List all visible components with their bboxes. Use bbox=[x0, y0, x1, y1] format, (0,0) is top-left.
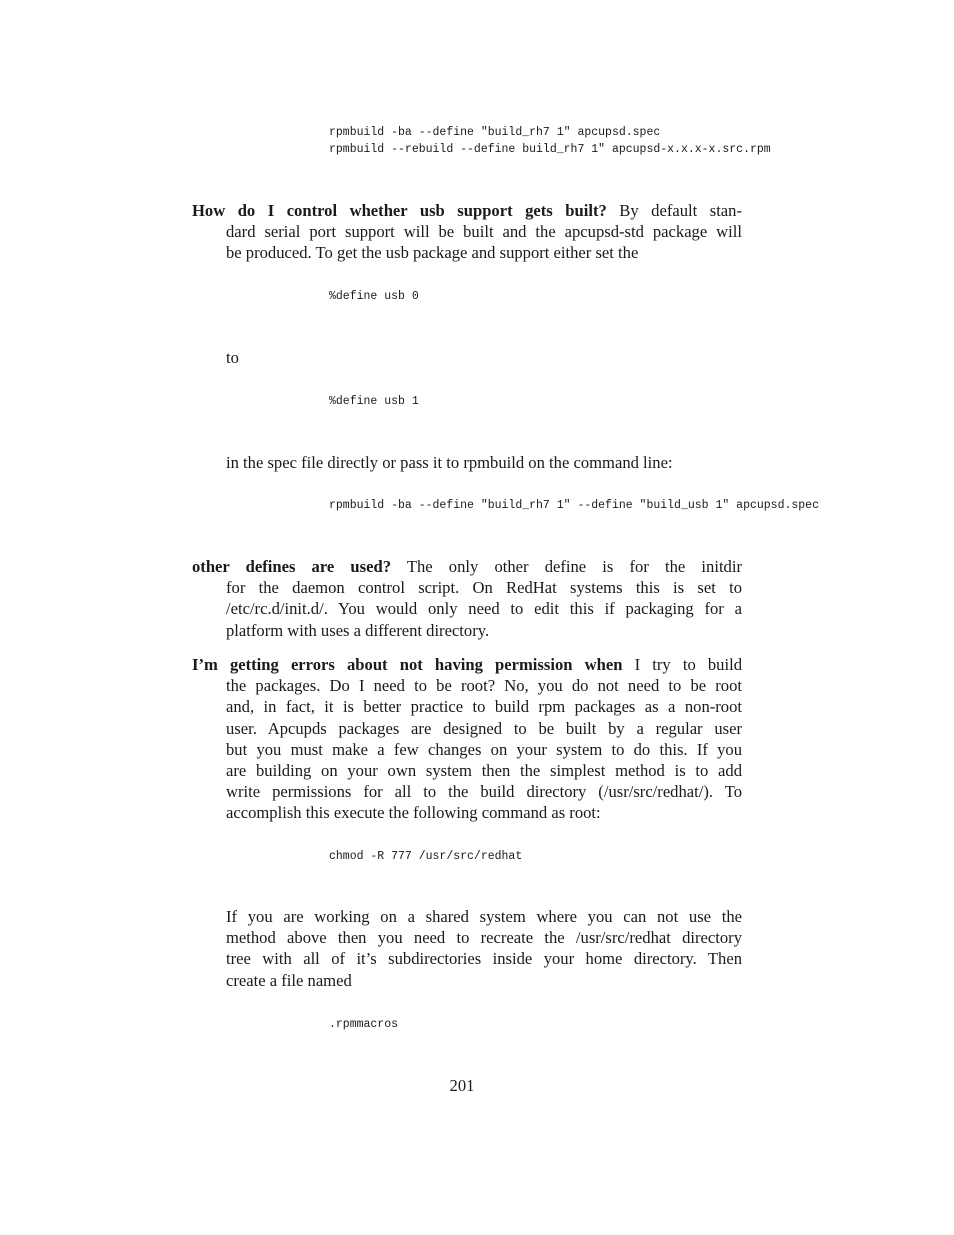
usb-to-text: to bbox=[226, 348, 239, 367]
code-line: chmod -R 777 /usr/src/redhat bbox=[329, 850, 523, 863]
defines-line: /etc/rc.d/init.d/. You would only need to edit this if packaging for a bbox=[226, 599, 742, 619]
defines-line: platform with uses a different directory. bbox=[226, 620, 490, 640]
perm-line: user. Apcupds packages are designed to be built by a regular user bbox=[226, 718, 742, 738]
usb-line: dard serial port support will be built and the apcupsd-std package will bbox=[226, 222, 742, 242]
code-line: rpmbuild -ba --define "build_rh7 1" apcupsd.spec bbox=[329, 126, 661, 139]
code-line: %define usb 0 bbox=[329, 290, 419, 303]
perm-line2: method above then you need to recreate the /usr/src/redhat directory bbox=[226, 928, 742, 948]
usb-first-line bbox=[192, 200, 742, 221]
perm-first-line bbox=[192, 654, 742, 675]
usb-line: be produced. To get the usb package and support either set the bbox=[226, 243, 639, 263]
defines-first-rest: The only other define is for the initdir bbox=[391, 557, 742, 576]
perm-line: write permissions for all to the build directory (/usr/src/redhat/). To bbox=[226, 782, 742, 802]
page-number: 201 bbox=[449, 1076, 475, 1095]
code-line: .rpmmacros bbox=[329, 1018, 399, 1031]
code-line: %define usb 1 bbox=[329, 395, 419, 408]
perm-line2: create a file named bbox=[226, 970, 352, 990]
defines-item bbox=[192, 556, 742, 641]
perm-line: and, in fact, it is better practice to build rpm packages as a non-root bbox=[226, 697, 742, 717]
defines-line: for the daemon control script. On RedHat systems this is set to bbox=[226, 578, 742, 598]
permission-item bbox=[192, 654, 742, 824]
perm-term: I’m getting errors about not having permission when bbox=[192, 655, 623, 674]
usb-term: How do I control whether usb support gets built? bbox=[192, 201, 607, 220]
permission-continued bbox=[192, 906, 742, 991]
perm-line: accomplish this execute the following command as root: bbox=[226, 803, 601, 823]
code-line: rpmbuild -ba --define "build_rh7 1" --define "build_usb 1" apcupsd.spec bbox=[329, 499, 819, 512]
perm-line: the packages. Do I need to be root? No, you do not need to be root bbox=[226, 676, 742, 696]
usb-item bbox=[192, 200, 742, 264]
perm-line2: tree with all of it’s subdirectories inside your home directory. Then bbox=[226, 949, 742, 969]
perm-first-rest: I try to build bbox=[622, 655, 742, 674]
defines-term: other defines are used? bbox=[192, 557, 392, 576]
perm-line: are building on your own system then the simplest method is to add bbox=[226, 761, 742, 781]
perm-line2: If you are working on a shared system where you can not use the bbox=[226, 907, 742, 926]
code-line: rpmbuild --rebuild --define build_rh7 1" apcupsd-x.x.x-x.src.rpm bbox=[329, 143, 771, 156]
defines-first-line bbox=[192, 556, 742, 577]
perm-line: but you must make a few changes on your system to do this. If you bbox=[226, 739, 742, 759]
usb-after-text: in the spec file directly or pass it to rpmbuild on the command line: bbox=[226, 453, 673, 472]
usb-first-rest: By default stan- bbox=[606, 201, 742, 220]
